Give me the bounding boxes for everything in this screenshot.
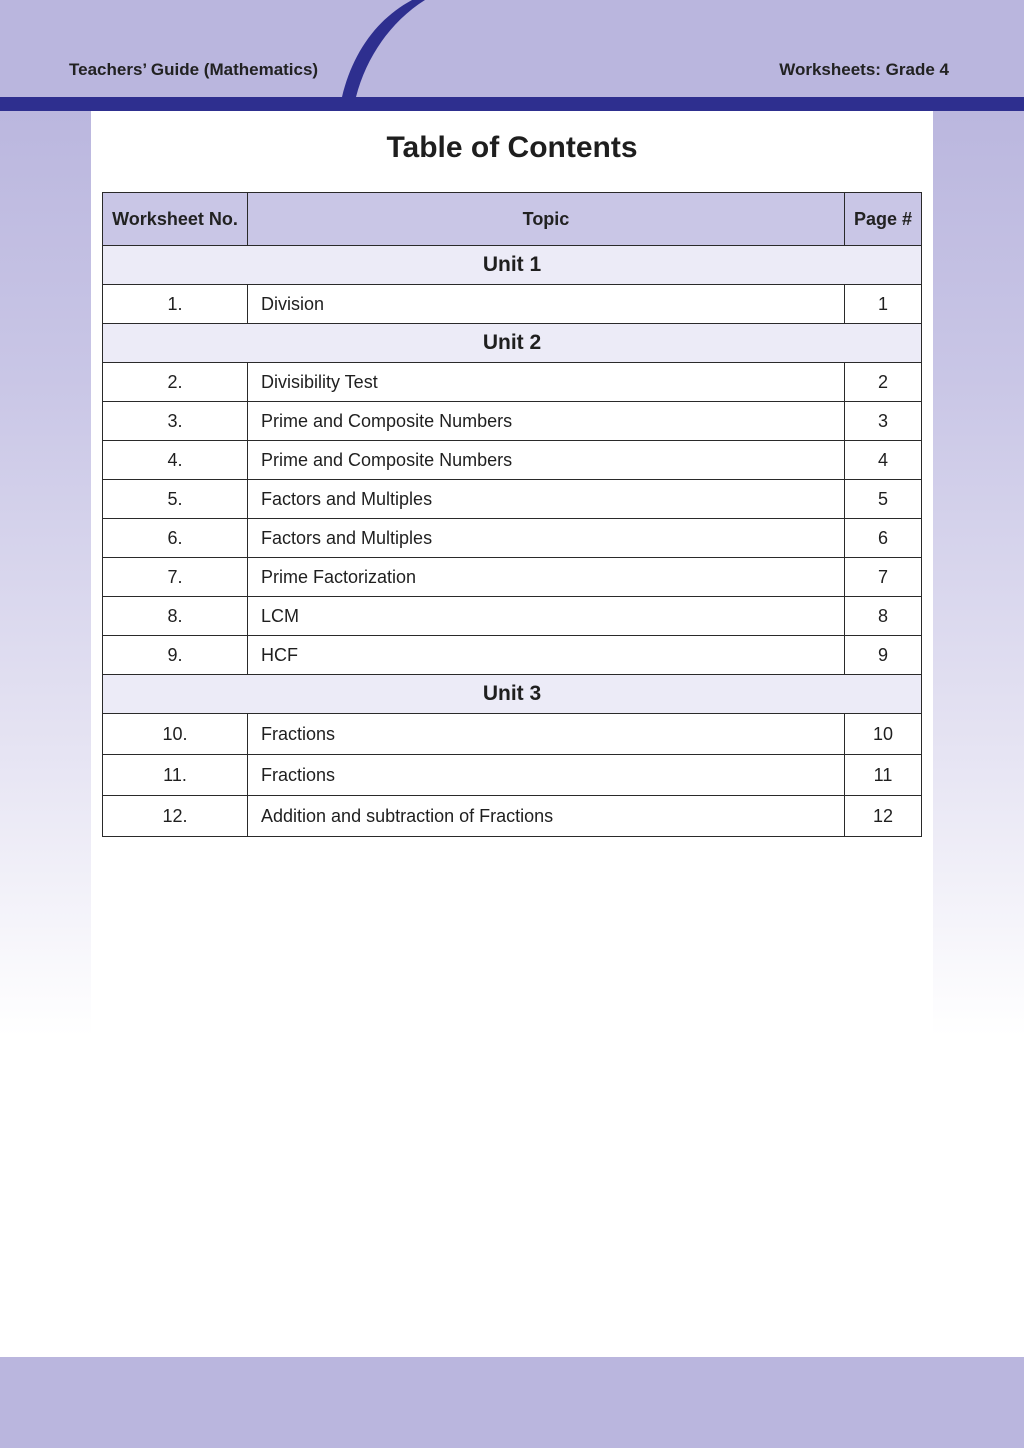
table-row [103, 441, 922, 480]
page-number: 5 [845, 480, 922, 519]
page-number: 11 [845, 755, 922, 796]
page-number: 7 [845, 558, 922, 597]
worksheet-number: 10. [103, 714, 248, 755]
table-row [103, 636, 922, 675]
worksheet-number: 6. [103, 519, 248, 558]
column-header-topic: Topic [248, 193, 845, 246]
topic-cell: Factors and Multiples [248, 519, 845, 558]
topic-cell: Prime and Composite Numbers [248, 441, 845, 480]
worksheet-number: 7. [103, 558, 248, 597]
unit-row [103, 246, 922, 285]
topic-cell: Divisibility Test [248, 363, 845, 402]
table-row [103, 480, 922, 519]
page-number: 2 [845, 363, 922, 402]
page-number: 4 [845, 441, 922, 480]
topic-cell: Prime Factorization [248, 558, 845, 597]
worksheet-number: 8. [103, 597, 248, 636]
footer-band [0, 1357, 1024, 1448]
unit-label: Unit 3 [103, 675, 922, 714]
table-row [103, 796, 922, 837]
header-guide-title: Teachers’ Guide (Mathematics) [69, 60, 319, 79]
topic-cell: Division [248, 285, 845, 324]
table-row [103, 714, 922, 755]
page-number: 9 [845, 636, 922, 675]
table-row [103, 285, 922, 324]
page-title: Table of Contents [386, 131, 638, 164]
topic-cell: Prime and Composite Numbers [248, 402, 845, 441]
unit-label: Unit 1 [103, 246, 922, 285]
table-row [103, 755, 922, 796]
header-swoosh-decoration [0, 0, 1024, 97]
worksheet-number: 1. [103, 285, 248, 324]
column-header-page: Page # [845, 193, 922, 246]
toc-header-row [103, 193, 922, 246]
topic-cell: LCM [248, 597, 845, 636]
topic-cell: HCF [248, 636, 845, 675]
page-number: 3 [845, 402, 922, 441]
unit-label: Unit 2 [103, 324, 922, 363]
worksheet-number: 2. [103, 363, 248, 402]
table-row [103, 597, 922, 636]
topic-cell: Addition and subtraction of Fractions [248, 796, 845, 837]
page-number: 12 [845, 796, 922, 837]
column-header-worksheet-no: Worksheet No. [103, 193, 248, 246]
unit-row [103, 324, 922, 363]
topic-cell: Fractions [248, 755, 845, 796]
page-number: 1 [845, 285, 922, 324]
page-number: 6 [845, 519, 922, 558]
header-grade-label: Worksheets: Grade 4 [779, 60, 949, 79]
worksheet-number: 5. [103, 480, 248, 519]
header-divider-bar [0, 97, 1024, 111]
table-row [103, 402, 922, 441]
table-row [103, 558, 922, 597]
topic-cell: Factors and Multiples [248, 480, 845, 519]
worksheet-number: 12. [103, 796, 248, 837]
worksheet-number: 4. [103, 441, 248, 480]
topic-cell: Fractions [248, 714, 845, 755]
toc-table [102, 192, 922, 837]
worksheet-number: 11. [103, 755, 248, 796]
unit-row [103, 675, 922, 714]
worksheet-number: 9. [103, 636, 248, 675]
page-number: 8 [845, 597, 922, 636]
table-row [103, 519, 922, 558]
header [0, 0, 1024, 97]
page-number: 10 [845, 714, 922, 755]
worksheet-number: 3. [103, 402, 248, 441]
table-row [103, 363, 922, 402]
